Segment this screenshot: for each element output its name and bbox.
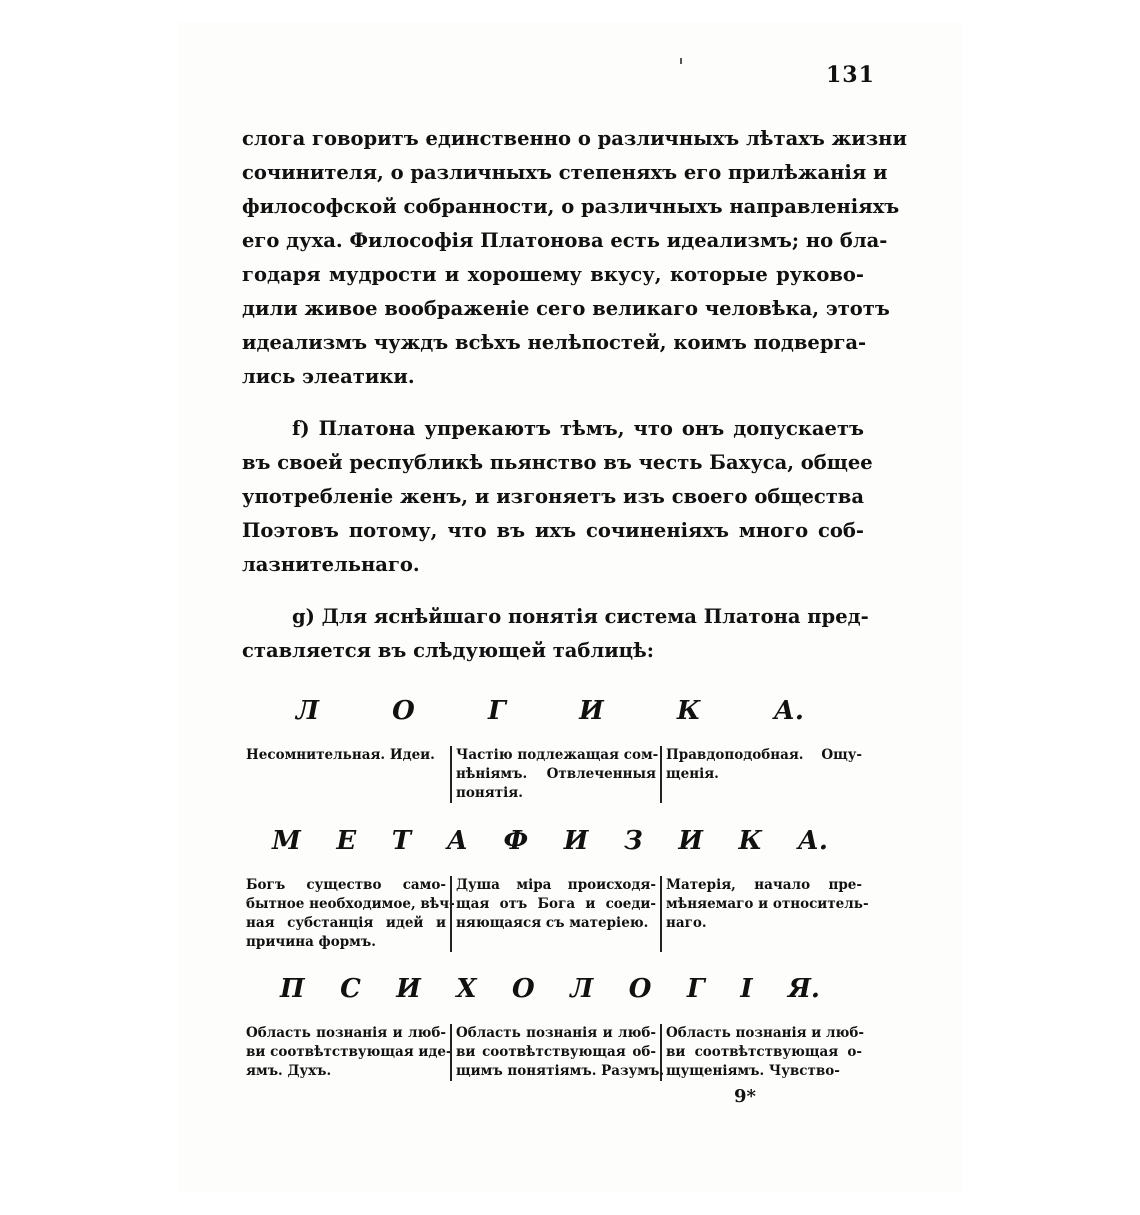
- cell-line: причина формъ.: [246, 934, 376, 950]
- table-cell: [242, 1024, 450, 1081]
- heading-letter: О: [628, 974, 652, 1004]
- cell-line: нѣніямъ. Отвлеченныя: [456, 766, 656, 782]
- paragraph-f-republic-critique: [242, 412, 873, 582]
- cell-line: ви соотвѣтствующая о-: [666, 1044, 862, 1060]
- paragraph-platonic-idealism: [242, 122, 907, 394]
- table-cell: [242, 746, 450, 803]
- heading-letter: Я.: [787, 974, 820, 1004]
- heading-letter: К: [676, 696, 701, 726]
- table-row-logic: [242, 746, 866, 803]
- cell-line: щимъ понятіямъ. Разумъ.: [456, 1063, 665, 1079]
- table-heading-metaphysics: [272, 826, 828, 856]
- text-line: сочинителя, о различныхъ степеняхъ его прилѣжанія и: [242, 161, 888, 184]
- heading-letter: И: [678, 826, 703, 856]
- heading-letter: С: [340, 974, 361, 1004]
- heading-letter: Х: [456, 974, 477, 1004]
- text-line: философской собранности, о различныхъ направленіяхъ: [242, 195, 900, 218]
- cell-line: Душа міра происходя-: [456, 877, 656, 893]
- heading-letter: А: [446, 826, 468, 856]
- heading-letter: Л: [296, 696, 319, 726]
- text-line: дили живое воображеніе сего великаго человѣка, этотъ: [242, 297, 890, 320]
- table-row-metaphysics: [242, 876, 869, 952]
- cell-line: мѣняемаго и относитель-: [666, 896, 869, 912]
- text-line: Поэтовъ потому, что въ ихъ сочиненіяхъ много соб-: [242, 519, 864, 542]
- text-line: его духа. Философія Платонова есть идеализмъ; но бла-: [242, 229, 888, 252]
- heading-letter: О: [392, 696, 415, 726]
- cell-line: Несомнительная. Идеи.: [246, 747, 435, 763]
- table-heading-psychology: [280, 974, 820, 1004]
- cell-line: щенія.: [666, 766, 719, 782]
- cell-line: понятія.: [456, 785, 523, 801]
- table-cell: [450, 876, 662, 952]
- heading-letter: Т: [391, 826, 412, 856]
- text-line: ставляется въ слѣдующей таблицѣ:: [242, 639, 654, 662]
- text-line: g) Для яснѣйшаго понятія система Платона пред-: [292, 605, 869, 628]
- paragraph-g-table-intro: [242, 600, 869, 668]
- heading-letter: К: [738, 826, 763, 856]
- text-line: лазнительнаго.: [242, 553, 420, 576]
- cell-line: наго.: [666, 915, 707, 931]
- cell-line: Матерія, начало пре-: [666, 877, 862, 893]
- page-number: 131: [826, 62, 875, 88]
- table-cell: [450, 1024, 665, 1081]
- heading-letter: Г: [488, 696, 506, 726]
- heading-letter: И: [579, 696, 604, 726]
- print-speck: [680, 58, 682, 64]
- cell-line: бытное необходимое, вѣч-: [246, 896, 455, 912]
- table-heading-logic: [296, 696, 804, 726]
- table-cell: [662, 746, 866, 803]
- cell-line: Область познанія и люб-: [456, 1025, 656, 1041]
- cell-line: щая отъ Бога и соеди-: [456, 896, 656, 912]
- text-line: идеализмъ чуждъ всѣхъ нелѣпостей, коимъ подверга-: [242, 331, 867, 354]
- table-cell: [662, 876, 869, 952]
- cell-line: Правдоподобная. Ощу-: [666, 747, 862, 763]
- table-cell: [450, 746, 662, 803]
- heading-letter: А.: [773, 696, 804, 726]
- cell-line: няющаяся съ матеріею.: [456, 915, 649, 931]
- cell-line: Частію подлежащая сом-: [456, 747, 659, 763]
- heading-letter: Ф: [503, 826, 529, 856]
- heading-letter: І: [740, 974, 753, 1004]
- table-cell: [242, 876, 455, 952]
- heading-letter: И: [563, 826, 589, 856]
- heading-letter: А.: [797, 826, 828, 856]
- table-row-psychology: [242, 1024, 866, 1081]
- heading-letter: З: [623, 826, 643, 856]
- cell-line: Богъ существо само-: [246, 877, 446, 893]
- cell-line: ная субстанція идей и: [246, 915, 446, 931]
- signature-mark: 9*: [734, 1086, 756, 1107]
- heading-letter: Е: [336, 826, 357, 856]
- cell-line: ви соотвѣтствующая иде-: [246, 1044, 452, 1060]
- heading-letter: Г: [686, 974, 705, 1004]
- text-line: годаря мудрости и хорошему вкусу, которые руково-: [242, 263, 864, 286]
- table-cell: [662, 1024, 866, 1081]
- text-line: употребленіе женъ, и изгоняетъ изъ своего общества: [242, 485, 864, 508]
- cell-line: Область познанія и люб-: [246, 1025, 446, 1041]
- text-line: лись элеатики.: [242, 365, 415, 388]
- heading-letter: О: [512, 974, 535, 1004]
- heading-letter: П: [280, 974, 305, 1004]
- heading-letter: М: [272, 826, 301, 856]
- heading-letter: Л: [570, 974, 594, 1004]
- cell-line: Область познанія и люб-: [666, 1025, 864, 1041]
- cell-line: ви соотвѣтствующая об-: [456, 1044, 656, 1060]
- text-line: слога говоритъ единственно о различныхъ лѣтахъ жизни: [242, 127, 907, 150]
- cell-line: ямъ. Духъ.: [246, 1063, 332, 1079]
- text-line: въ своей республикѣ пьянство въ честь Бахуса, общее: [242, 451, 873, 474]
- heading-letter: И: [396, 974, 421, 1004]
- text-line: f) Платона упрекаютъ тѣмъ, что онъ допускаетъ: [292, 417, 864, 440]
- cell-line: щущеніямъ. Чувство-: [666, 1063, 840, 1079]
